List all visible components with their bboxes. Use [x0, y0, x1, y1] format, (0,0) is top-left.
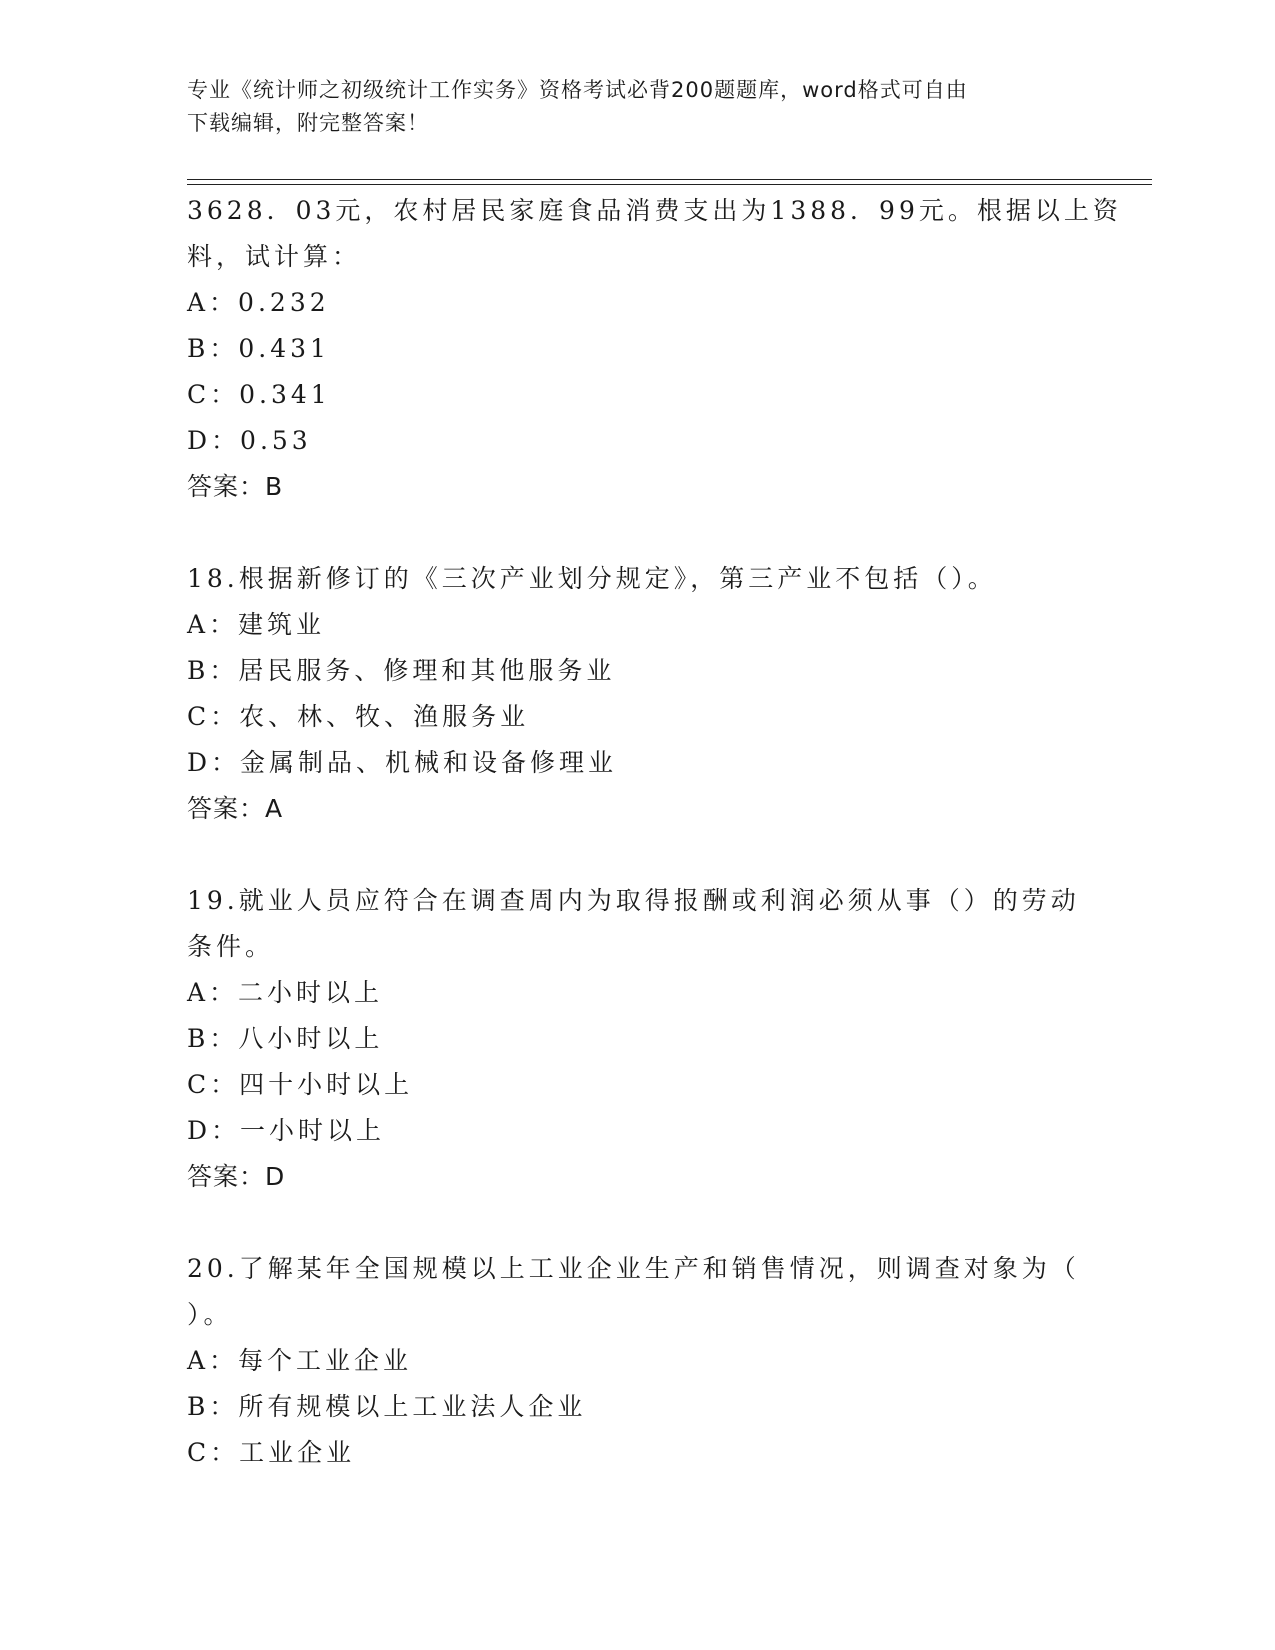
- answer-label: 答案：A: [187, 794, 284, 823]
- question-text: 条件。: [187, 932, 275, 961]
- option-b: B：居民服务、修理和其他服务业: [187, 656, 616, 685]
- spacer: [187, 1200, 1087, 1246]
- option-d: D：一小时以上: [187, 1116, 386, 1145]
- option-b: B：所有规模以上工业法人企业: [187, 1392, 587, 1421]
- question-text: 18.根据新修订的《三次产业划分规定》，第三产业不包括（）。: [187, 564, 997, 593]
- question-text: ）。: [187, 1300, 233, 1329]
- option-a: A：每个工业企业: [187, 1346, 413, 1375]
- question-text: 3628．03元，农村居民家庭食品消费支出为1388．99元。根据以上资: [187, 196, 1122, 225]
- question-list: [187, 188, 1122, 1476]
- option-d: D：0.53: [187, 426, 312, 455]
- question-text: 19.就业人员应符合在调查周内为取得报酬或利润必须从事（）的劳动: [187, 886, 1080, 915]
- option-c: C：0.341: [187, 380, 331, 409]
- option-c: C：农、林、牧、渔服务业: [187, 702, 530, 731]
- header-line-2: 下载编辑，附完整答案！: [187, 111, 429, 135]
- option-b: B：八小时以上: [187, 1024, 384, 1053]
- option-a: A：二小时以上: [187, 978, 384, 1007]
- option-c: C：工业企业: [187, 1438, 356, 1467]
- option-d: D：金属制品、机械和设备修理业: [187, 748, 618, 777]
- document-header: [187, 74, 1087, 140]
- question-text: 料，试计算：: [187, 242, 362, 271]
- question-18: [187, 556, 1087, 832]
- header-line-1: 专业《统计师之初级统计工作实务》资格考试必背200题题库，word格式可自由: [187, 78, 968, 102]
- question-20: [187, 1246, 1087, 1476]
- option-a: A：0.232: [187, 288, 330, 317]
- spacer: [187, 832, 1087, 878]
- question-text: 20.了解某年全国规模以上工业企业生产和销售情况，则调查对象为（: [187, 1254, 1080, 1283]
- answer-label: 答案：D: [187, 1162, 286, 1191]
- option-a: A：建筑业: [187, 610, 326, 639]
- header-divider-top: [187, 179, 1152, 180]
- option-c: C：四十小时以上: [187, 1070, 414, 1099]
- answer-label: 答案：B: [187, 472, 284, 501]
- header-divider-bottom: [187, 184, 1152, 185]
- question-19: [187, 878, 1087, 1200]
- option-b: B：0.431: [187, 334, 330, 363]
- question-17: [187, 188, 1122, 510]
- spacer: [187, 510, 1087, 556]
